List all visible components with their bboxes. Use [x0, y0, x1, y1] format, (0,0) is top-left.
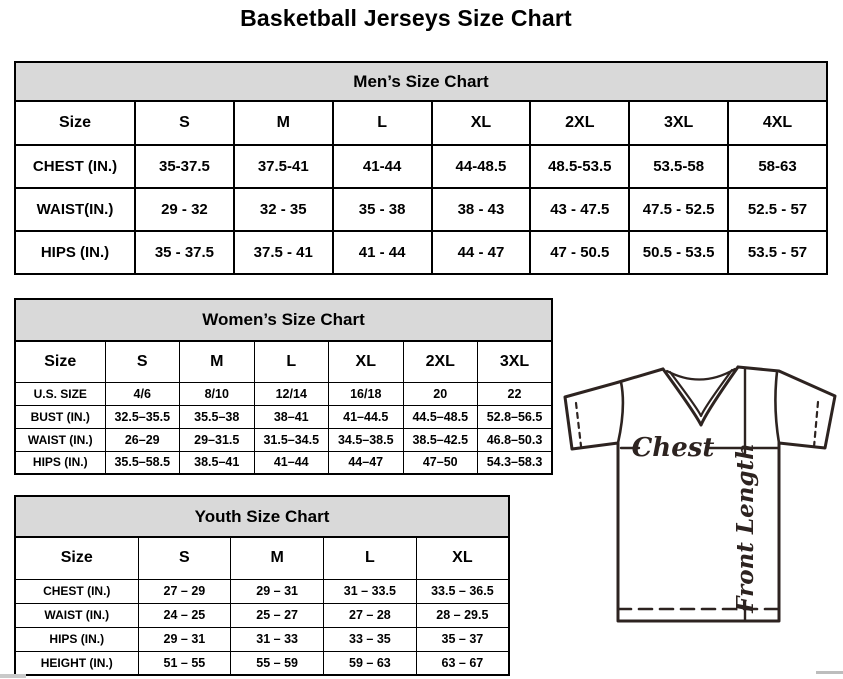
size-cell: 12/14 [254, 382, 329, 405]
table-row [15, 299, 552, 341]
size-cell: 44-48.5 [432, 145, 531, 188]
size-cell: 41-44 [333, 145, 432, 188]
size-cell: 46.8–50.3 [478, 428, 553, 451]
row-label: WAIST (IN.) [15, 428, 105, 451]
front-length-label: Front Length [732, 443, 759, 613]
table-row [15, 428, 552, 451]
size-cell: 38.5–41 [180, 451, 255, 474]
table-row [15, 537, 509, 579]
size-cell: 4/6 [105, 382, 180, 405]
size-cell: 35.5–38 [180, 405, 255, 428]
column-header: 4XL [728, 101, 827, 145]
table-row [15, 62, 827, 101]
size-cell: 27 – 28 [324, 603, 417, 627]
size-cell: 52.5 - 57 [728, 188, 827, 231]
womens-table-title: Women’s Size Chart [15, 299, 552, 341]
size-cell: 41–44.5 [329, 405, 404, 428]
column-header: M [231, 537, 324, 579]
column-header: S [138, 537, 231, 579]
size-cell: 44 - 47 [432, 231, 531, 274]
size-cell: 54.3–58.3 [478, 451, 553, 474]
table-row [15, 231, 827, 274]
size-cell: 35 - 38 [333, 188, 432, 231]
youth-table-title: Youth Size Chart [15, 496, 509, 537]
size-cell: 35.5–58.5 [105, 451, 180, 474]
sleeve-seam-left [618, 382, 623, 443]
size-cell: 33.5 – 36.5 [416, 579, 509, 603]
size-cell: 16/18 [329, 382, 404, 405]
column-header: Size [15, 101, 135, 145]
column-header: XL [329, 341, 404, 382]
size-cell: 37.5-41 [234, 145, 333, 188]
row-label: WAIST(IN.) [15, 188, 135, 231]
size-cell: 8/10 [180, 382, 255, 405]
table-row [15, 451, 552, 474]
table-row [15, 579, 509, 603]
row-label: BUST (IN.) [15, 405, 105, 428]
size-cell: 47.5 - 52.5 [629, 188, 728, 231]
row-label: CHEST (IN.) [15, 579, 138, 603]
size-cell: 38 - 43 [432, 188, 531, 231]
size-cell: 48.5-53.5 [530, 145, 629, 188]
mens-table-title: Men’s Size Chart [15, 62, 827, 101]
size-cell: 29–31.5 [180, 428, 255, 451]
size-cell: 22 [478, 382, 553, 405]
youth-size-table [14, 495, 510, 676]
sleeve-dash-right [814, 402, 818, 447]
size-cell: 43 - 47.5 [530, 188, 629, 231]
row-label: WAIST (IN.) [15, 603, 138, 627]
table-row [15, 496, 509, 537]
chest-label: Chest [631, 433, 715, 463]
size-cell: 27 – 29 [138, 579, 231, 603]
column-header: L [254, 341, 329, 382]
womens-size-table [14, 298, 553, 475]
size-cell: 33 – 35 [324, 627, 417, 651]
size-cell: 53.5 - 57 [728, 231, 827, 274]
size-cell: 29 – 31 [231, 579, 324, 603]
table-row [15, 101, 827, 145]
size-cell: 29 - 32 [135, 188, 234, 231]
size-cell: 35-37.5 [135, 145, 234, 188]
table-row [15, 145, 827, 188]
size-cell: 28 – 29.5 [416, 603, 509, 627]
size-cell: 35 - 37.5 [135, 231, 234, 274]
column-header: L [324, 537, 417, 579]
table-row [15, 651, 509, 675]
page-title: Basketball Jerseys Size Chart [240, 5, 572, 31]
size-cell: 44.5–48.5 [403, 405, 478, 428]
size-cell: 31 – 33 [231, 627, 324, 651]
sleeve-dash-left [576, 403, 581, 446]
size-cell: 53.5-58 [629, 145, 728, 188]
column-header: M [234, 101, 333, 145]
row-label: CHEST (IN.) [15, 145, 135, 188]
row-label: HIPS (IN.) [15, 451, 105, 474]
size-cell: 38–41 [254, 405, 329, 428]
size-cell: 47 - 50.5 [530, 231, 629, 274]
size-cell: 55 – 59 [231, 651, 324, 675]
size-cell: 59 – 63 [324, 651, 417, 675]
row-label: U.S. SIZE [15, 382, 105, 405]
size-cell: 41–44 [254, 451, 329, 474]
column-header: S [105, 341, 180, 382]
size-cell: 26–29 [105, 428, 180, 451]
size-cell: 58-63 [728, 145, 827, 188]
size-cell: 31 – 33.5 [324, 579, 417, 603]
row-label: HIPS (IN.) [15, 627, 138, 651]
size-cell: 29 – 31 [138, 627, 231, 651]
size-cell: 44–47 [329, 451, 404, 474]
jersey-diagram [555, 355, 843, 679]
size-cell: 63 – 67 [416, 651, 509, 675]
sleeve-seam-right [775, 372, 779, 443]
column-header: 3XL [478, 341, 553, 382]
column-header: 3XL [629, 101, 728, 145]
table-row [15, 405, 552, 428]
size-cell: 37.5 - 41 [234, 231, 333, 274]
column-header: L [333, 101, 432, 145]
size-cell: 31.5–34.5 [254, 428, 329, 451]
column-header: 2XL [403, 341, 478, 382]
size-cell: 51 – 55 [138, 651, 231, 675]
size-cell: 38.5–42.5 [403, 428, 478, 451]
row-label: HEIGHT (IN.) [15, 651, 138, 675]
size-cell: 41 - 44 [333, 231, 432, 274]
size-cell: 32 - 35 [234, 188, 333, 231]
column-header: 2XL [530, 101, 629, 145]
size-cell: 24 – 25 [138, 603, 231, 627]
horizontal-scrollbar-fragment-left[interactable] [0, 674, 26, 678]
size-cell: 52.8–56.5 [478, 405, 553, 428]
column-header: Size [15, 341, 105, 382]
table-row [15, 188, 827, 231]
table-row [15, 627, 509, 651]
collar-back-arc [667, 369, 735, 380]
jersey-outline [565, 367, 835, 621]
size-cell: 35 – 37 [416, 627, 509, 651]
table-row [15, 382, 552, 405]
table-row [15, 603, 509, 627]
horizontal-scrollbar-fragment-right[interactable] [816, 671, 843, 674]
size-cell: 32.5–35.5 [105, 405, 180, 428]
column-header: Size [15, 537, 138, 579]
size-cell: 20 [403, 382, 478, 405]
size-cell: 34.5–38.5 [329, 428, 404, 451]
size-cell: 47–50 [403, 451, 478, 474]
size-cell: 25 – 27 [231, 603, 324, 627]
row-label: HIPS (IN.) [15, 231, 135, 274]
column-header: S [135, 101, 234, 145]
column-header: XL [432, 101, 531, 145]
mens-size-table [14, 61, 828, 275]
table-row [15, 341, 552, 382]
size-cell: 50.5 - 53.5 [629, 231, 728, 274]
column-header: XL [416, 537, 509, 579]
column-header: M [180, 341, 255, 382]
